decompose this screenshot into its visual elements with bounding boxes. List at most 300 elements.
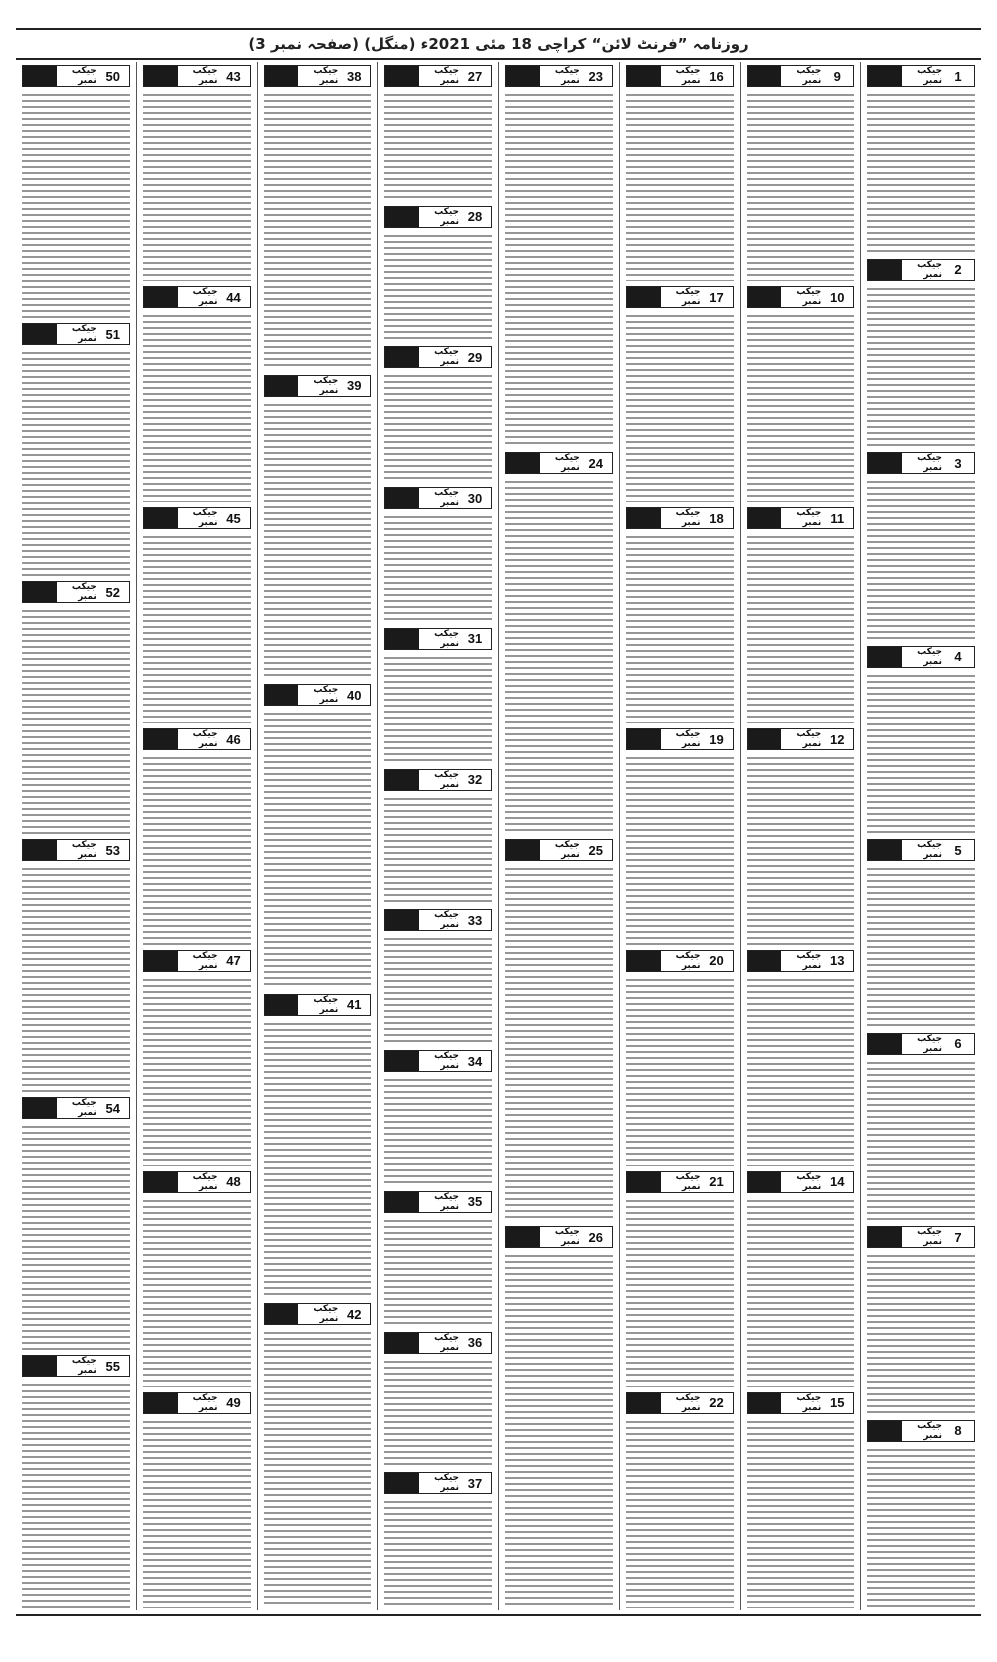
ad-number: 48 bbox=[218, 1172, 250, 1192]
ad-block bbox=[867, 643, 975, 837]
ad-block bbox=[384, 625, 492, 766]
label-bar bbox=[748, 508, 782, 528]
label-bar bbox=[506, 1227, 540, 1247]
ad-number: 2 bbox=[942, 260, 974, 280]
ad-block bbox=[384, 906, 492, 1047]
text-body bbox=[384, 373, 492, 482]
ad-block bbox=[384, 62, 492, 203]
ad-block bbox=[22, 1094, 130, 1352]
label-bar bbox=[506, 66, 540, 86]
ad-block bbox=[626, 1168, 734, 1389]
section-label: جیکب نمبر bbox=[917, 1227, 942, 1247]
ad-block bbox=[22, 578, 130, 836]
section-label: جیکب نمبر bbox=[917, 1033, 942, 1054]
ad-number: 8 bbox=[942, 1421, 974, 1441]
ad-block bbox=[264, 991, 372, 1301]
ad-block bbox=[626, 62, 734, 283]
column bbox=[740, 62, 861, 1610]
section-label: جیکب نمبر bbox=[434, 628, 459, 649]
ad-number-label bbox=[626, 507, 734, 529]
ad-number-label bbox=[747, 1171, 855, 1193]
ad-block bbox=[384, 1329, 492, 1470]
label-bar bbox=[627, 729, 661, 749]
section-label: جیکب نمبر bbox=[554, 453, 580, 473]
section-label: جیکب نمبر bbox=[192, 950, 218, 971]
text-body bbox=[747, 1198, 855, 1387]
text-body bbox=[747, 755, 855, 944]
section-label: جیکب نمبر bbox=[71, 582, 97, 602]
ad-number-label bbox=[867, 646, 975, 668]
label-bar bbox=[265, 1304, 299, 1324]
label-bar bbox=[385, 1051, 419, 1071]
text-body bbox=[22, 1382, 130, 1608]
ad-block bbox=[747, 725, 855, 946]
ad-block bbox=[22, 62, 130, 320]
column bbox=[136, 62, 257, 1610]
ad-number-label bbox=[626, 950, 734, 972]
text-body bbox=[626, 313, 734, 502]
label-bar bbox=[385, 1333, 419, 1353]
ad-number: 52 bbox=[97, 582, 129, 602]
ad-number-label bbox=[143, 1171, 251, 1193]
label-bar bbox=[265, 376, 299, 396]
ad-number-label bbox=[384, 1332, 492, 1354]
ad-block bbox=[867, 449, 975, 643]
label-bar bbox=[627, 1172, 661, 1192]
text-body bbox=[626, 977, 734, 1166]
section-label: جیکب نمبر bbox=[192, 508, 218, 529]
ad-block bbox=[22, 320, 130, 578]
section-label: جیکب نمبر bbox=[796, 508, 822, 529]
ad-number-label bbox=[143, 950, 251, 972]
ad-number-label bbox=[867, 259, 975, 281]
section-label: جیکب نمبر bbox=[675, 508, 701, 529]
text-body bbox=[747, 313, 855, 502]
ad-number: 43 bbox=[218, 66, 250, 86]
ad-number: 10 bbox=[821, 287, 853, 307]
label-bar bbox=[265, 685, 299, 705]
label-bar bbox=[23, 1356, 57, 1376]
ad-block bbox=[505, 449, 613, 836]
ad-number-label bbox=[867, 65, 975, 87]
ad-number-label bbox=[626, 65, 734, 87]
ad-block bbox=[747, 1168, 855, 1389]
label-bar bbox=[868, 66, 902, 86]
section-label: جیکب نمبر bbox=[71, 1356, 97, 1376]
text-body bbox=[384, 796, 492, 905]
ad-number: 32 bbox=[459, 770, 491, 790]
ad-number: 31 bbox=[459, 629, 491, 649]
label-bar bbox=[506, 453, 540, 473]
ad-block bbox=[22, 836, 130, 1094]
text-body bbox=[384, 936, 492, 1045]
text-body bbox=[384, 1359, 492, 1468]
section-label: جیکب نمبر bbox=[917, 66, 942, 86]
column-grid bbox=[16, 62, 981, 1610]
label-bar bbox=[748, 1172, 782, 1192]
ad-number: 24 bbox=[580, 453, 612, 473]
ad-number: 14 bbox=[821, 1172, 853, 1192]
ad-block bbox=[143, 947, 251, 1168]
text-body bbox=[505, 479, 613, 834]
ad-number: 35 bbox=[459, 1192, 491, 1212]
label-bar bbox=[627, 66, 661, 86]
ad-block bbox=[264, 62, 372, 372]
bottom-rule bbox=[16, 1614, 981, 1616]
ad-number: 51 bbox=[97, 324, 129, 344]
column bbox=[257, 62, 378, 1610]
column bbox=[498, 62, 619, 1610]
text-body bbox=[747, 1419, 855, 1608]
ad-number-label bbox=[747, 728, 855, 750]
section-label: جیکب نمبر bbox=[675, 729, 701, 750]
ad-number: 29 bbox=[459, 347, 491, 367]
ad-block bbox=[384, 203, 492, 344]
ad-block bbox=[143, 504, 251, 725]
label-bar bbox=[385, 347, 419, 367]
text-body bbox=[143, 534, 251, 723]
label-bar bbox=[868, 1227, 902, 1247]
label-bar bbox=[868, 647, 902, 667]
ad-number-label bbox=[264, 1303, 372, 1325]
ad-number-label bbox=[384, 206, 492, 228]
ad-number-label bbox=[143, 65, 251, 87]
ad-block bbox=[747, 504, 855, 725]
ad-number-label bbox=[143, 1392, 251, 1414]
ad-number-label bbox=[626, 286, 734, 308]
text-body bbox=[22, 866, 130, 1092]
ad-number: 25 bbox=[580, 840, 612, 860]
section-label: جیکب نمبر bbox=[313, 66, 339, 86]
section-label: جیکب نمبر bbox=[554, 66, 580, 86]
section-label: جیکب نمبر bbox=[434, 1191, 459, 1212]
ad-number: 39 bbox=[338, 376, 370, 396]
text-body bbox=[143, 755, 251, 944]
ad-block bbox=[747, 62, 855, 283]
section-label: جیکب نمبر bbox=[796, 1392, 822, 1413]
ad-number-label bbox=[143, 728, 251, 750]
ad-number-label bbox=[384, 487, 492, 509]
ad-number-label bbox=[867, 1420, 975, 1442]
section-label: جیکب نمبر bbox=[434, 66, 459, 86]
ad-block bbox=[143, 62, 251, 283]
ad-block bbox=[867, 1030, 975, 1224]
ad-block bbox=[747, 947, 855, 1168]
column bbox=[860, 62, 981, 1610]
ad-block bbox=[505, 836, 613, 1223]
ad-block bbox=[384, 766, 492, 907]
section-label: جیکب نمبر bbox=[917, 840, 942, 860]
section-label: جیکب نمبر bbox=[434, 488, 459, 509]
ad-block bbox=[264, 1300, 372, 1610]
section-label: جیکب نمبر bbox=[434, 1473, 459, 1494]
ad-number: 55 bbox=[97, 1356, 129, 1376]
ad-block bbox=[747, 283, 855, 504]
ad-number-label bbox=[22, 65, 130, 87]
text-body bbox=[384, 655, 492, 764]
ad-number-label bbox=[384, 346, 492, 368]
label-bar bbox=[627, 508, 661, 528]
text-body bbox=[747, 977, 855, 1166]
label-bar bbox=[144, 951, 178, 971]
ad-number-label bbox=[505, 1226, 613, 1248]
label-bar bbox=[385, 207, 419, 227]
section-label: جیکب نمبر bbox=[917, 1420, 942, 1441]
ad-block bbox=[867, 256, 975, 450]
label-bar bbox=[627, 287, 661, 307]
label-bar bbox=[23, 840, 57, 860]
ad-number-label bbox=[867, 839, 975, 861]
text-body bbox=[22, 350, 130, 576]
ad-block bbox=[143, 725, 251, 946]
section-label: جیکب نمبر bbox=[71, 324, 97, 344]
ad-number: 13 bbox=[821, 951, 853, 971]
ad-number: 30 bbox=[459, 488, 491, 508]
label-bar bbox=[385, 488, 419, 508]
ad-number-label bbox=[505, 452, 613, 474]
text-body bbox=[22, 608, 130, 834]
ad-number-label bbox=[747, 950, 855, 972]
ad-number: 22 bbox=[701, 1393, 733, 1413]
label-bar bbox=[748, 287, 782, 307]
ad-number-label bbox=[22, 1355, 130, 1377]
text-body bbox=[505, 1253, 613, 1608]
ad-block bbox=[626, 1389, 734, 1610]
ad-block bbox=[384, 343, 492, 484]
section-label: جیکب نمبر bbox=[675, 287, 701, 308]
ad-number: 4 bbox=[942, 647, 974, 667]
text-body bbox=[143, 1419, 251, 1608]
ad-block bbox=[867, 62, 975, 256]
section-label: جیکب نمبر bbox=[71, 1098, 97, 1118]
label-bar bbox=[748, 1393, 782, 1413]
section-label: جیکب نمبر bbox=[796, 729, 822, 750]
ad-number-label bbox=[384, 769, 492, 791]
label-bar bbox=[144, 1393, 178, 1413]
ad-number: 27 bbox=[459, 66, 491, 86]
section-label: جیکب نمبر bbox=[434, 769, 459, 790]
label-bar bbox=[265, 995, 299, 1015]
ad-number: 7 bbox=[942, 1227, 974, 1247]
ad-number-label bbox=[264, 684, 372, 706]
label-bar bbox=[23, 582, 57, 602]
section-label: جیکب نمبر bbox=[434, 206, 459, 227]
ad-number: 6 bbox=[942, 1034, 974, 1054]
ad-block bbox=[747, 1389, 855, 1610]
section-label: جیکب نمبر bbox=[313, 1304, 339, 1325]
ad-number-label bbox=[867, 1033, 975, 1055]
ad-number-label bbox=[22, 581, 130, 603]
text-body bbox=[867, 1060, 975, 1222]
ad-block bbox=[143, 1389, 251, 1610]
ad-number-label bbox=[867, 452, 975, 474]
section-label: جیکب نمبر bbox=[192, 729, 218, 750]
ad-number: 33 bbox=[459, 910, 491, 930]
ad-number: 47 bbox=[218, 951, 250, 971]
ad-number-label bbox=[384, 1050, 492, 1072]
ad-number: 41 bbox=[338, 995, 370, 1015]
text-body bbox=[867, 92, 975, 254]
ad-number: 23 bbox=[580, 66, 612, 86]
text-body bbox=[143, 313, 251, 502]
ad-number-label bbox=[867, 1226, 975, 1248]
column bbox=[619, 62, 740, 1610]
ad-block bbox=[867, 836, 975, 1030]
section-label: جیکب نمبر bbox=[434, 347, 459, 368]
section-label: جیکب نمبر bbox=[675, 1171, 701, 1192]
label-bar bbox=[385, 66, 419, 86]
label-bar bbox=[868, 1034, 902, 1054]
section-label: جیکب نمبر bbox=[796, 66, 822, 86]
text-body bbox=[626, 534, 734, 723]
section-label: جیکب نمبر bbox=[917, 646, 942, 667]
section-label: جیکب نمبر bbox=[71, 840, 97, 860]
label-bar bbox=[385, 910, 419, 930]
ad-number-label bbox=[384, 65, 492, 87]
section-label: جیکب نمبر bbox=[554, 840, 580, 860]
text-body bbox=[867, 866, 975, 1028]
ad-number: 9 bbox=[821, 66, 853, 86]
ad-number: 54 bbox=[97, 1098, 129, 1118]
section-label: جیکب نمبر bbox=[434, 910, 459, 931]
ad-number: 34 bbox=[459, 1051, 491, 1071]
text-body bbox=[867, 673, 975, 835]
ad-number: 3 bbox=[942, 453, 974, 473]
ad-number: 37 bbox=[459, 1473, 491, 1493]
ad-block bbox=[505, 62, 613, 449]
section-label: جیکب نمبر bbox=[313, 685, 339, 706]
text-body bbox=[264, 1330, 372, 1608]
ad-number: 45 bbox=[218, 508, 250, 528]
text-body bbox=[264, 1021, 372, 1299]
label-bar bbox=[627, 951, 661, 971]
ad-block bbox=[505, 1223, 613, 1610]
text-body bbox=[626, 92, 734, 281]
label-bar bbox=[144, 66, 178, 86]
ad-block bbox=[626, 725, 734, 946]
ad-number-label bbox=[626, 1171, 734, 1193]
ad-number-label bbox=[264, 375, 372, 397]
ad-number: 19 bbox=[701, 729, 733, 749]
section-label: جیکب نمبر bbox=[434, 1051, 459, 1072]
ad-number-label bbox=[384, 1191, 492, 1213]
ad-number-label bbox=[22, 323, 130, 345]
text-body bbox=[505, 92, 613, 447]
text-body bbox=[384, 1077, 492, 1186]
section-label: جیکب نمبر bbox=[71, 66, 97, 86]
ad-number-label bbox=[22, 1097, 130, 1119]
ad-number-label bbox=[384, 1472, 492, 1494]
text-body bbox=[867, 1447, 975, 1609]
section-label: جیکب نمبر bbox=[313, 994, 339, 1015]
label-bar bbox=[144, 729, 178, 749]
text-body bbox=[143, 92, 251, 281]
ad-block bbox=[384, 484, 492, 625]
text-body bbox=[384, 233, 492, 342]
label-bar bbox=[748, 66, 782, 86]
ad-number: 12 bbox=[821, 729, 853, 749]
ad-number: 20 bbox=[701, 951, 733, 971]
text-body bbox=[867, 1253, 975, 1415]
ad-number-label bbox=[747, 1392, 855, 1414]
section-label: جیکب نمبر bbox=[796, 950, 822, 971]
label-bar bbox=[748, 729, 782, 749]
ad-number: 21 bbox=[701, 1172, 733, 1192]
section-label: جیکب نمبر bbox=[192, 66, 218, 86]
ad-number-label bbox=[626, 1392, 734, 1414]
ad-number-label bbox=[264, 994, 372, 1016]
text-body bbox=[384, 514, 492, 623]
label-bar bbox=[748, 951, 782, 971]
ad-number-label bbox=[747, 507, 855, 529]
text-body bbox=[264, 92, 372, 370]
masthead: روزنامہ ”فرنٹ لائن“ کراچی 18 مئی 2021ء (منگل) (صفحہ نمبر 3) bbox=[16, 28, 981, 60]
label-bar bbox=[868, 840, 902, 860]
ad-block bbox=[384, 1188, 492, 1329]
ad-number: 50 bbox=[97, 66, 129, 86]
text-body bbox=[626, 1419, 734, 1608]
label-bar bbox=[506, 840, 540, 860]
ad-block bbox=[384, 1047, 492, 1188]
ad-number-label bbox=[384, 909, 492, 931]
section-label: جیکب نمبر bbox=[917, 259, 942, 280]
section-label: جیکب نمبر bbox=[192, 1392, 218, 1413]
section-label: جیکب نمبر bbox=[796, 1171, 822, 1192]
ad-number: 46 bbox=[218, 729, 250, 749]
text-body bbox=[626, 755, 734, 944]
section-label: جیکب نمبر bbox=[675, 950, 701, 971]
section-label: جیکب نمبر bbox=[796, 287, 822, 308]
text-body bbox=[867, 479, 975, 641]
ad-number: 40 bbox=[338, 685, 370, 705]
ad-block bbox=[867, 1223, 975, 1417]
ad-number-label bbox=[143, 286, 251, 308]
ad-block bbox=[264, 681, 372, 991]
section-label: جیکب نمبر bbox=[675, 1392, 701, 1413]
label-bar bbox=[868, 453, 902, 473]
text-body bbox=[384, 1218, 492, 1327]
ad-block bbox=[143, 283, 251, 504]
label-bar bbox=[385, 629, 419, 649]
label-bar bbox=[385, 1473, 419, 1493]
section-label: جیکب نمبر bbox=[192, 1171, 218, 1192]
ad-number: 16 bbox=[701, 66, 733, 86]
ad-block bbox=[626, 947, 734, 1168]
label-bar bbox=[144, 1172, 178, 1192]
text-body bbox=[505, 866, 613, 1221]
ad-number-label bbox=[384, 628, 492, 650]
ad-block bbox=[264, 372, 372, 682]
text-body bbox=[143, 1198, 251, 1387]
text-body bbox=[867, 286, 975, 448]
ad-number-label bbox=[505, 65, 613, 87]
text-body bbox=[626, 1198, 734, 1387]
ad-number-label bbox=[143, 507, 251, 529]
column bbox=[377, 62, 498, 1610]
ad-number: 28 bbox=[459, 207, 491, 227]
ad-number: 1 bbox=[942, 66, 974, 86]
ad-block bbox=[22, 1352, 130, 1610]
ad-number: 17 bbox=[701, 287, 733, 307]
ad-number-label bbox=[626, 728, 734, 750]
label-bar bbox=[385, 770, 419, 790]
section-label: جیکب نمبر bbox=[675, 66, 701, 86]
label-bar bbox=[23, 324, 57, 344]
text-body bbox=[384, 1499, 492, 1608]
label-bar bbox=[868, 1421, 902, 1441]
text-body bbox=[264, 402, 372, 680]
ad-block bbox=[384, 1469, 492, 1610]
